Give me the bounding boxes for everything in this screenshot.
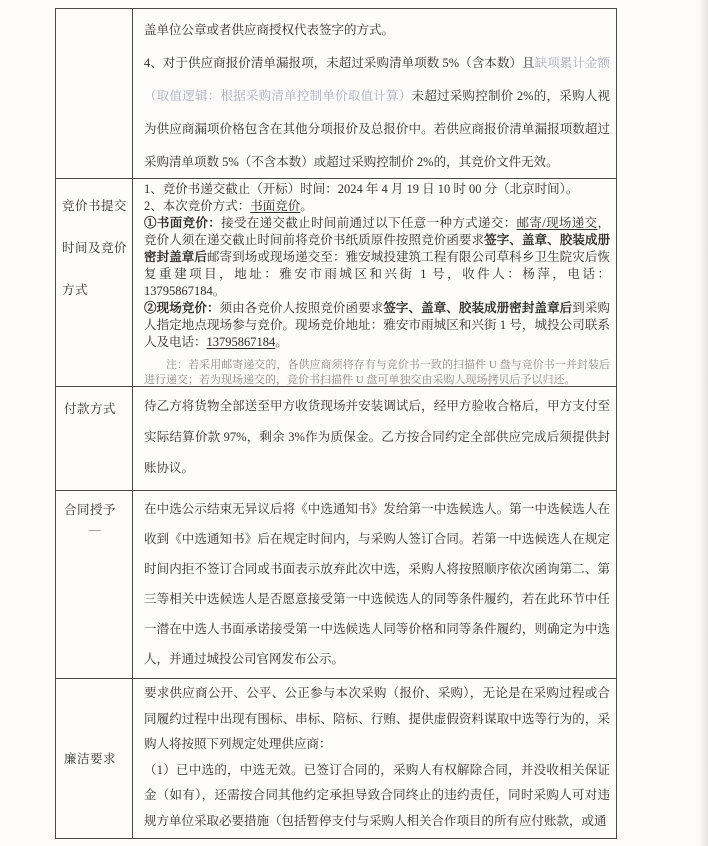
text-segment: 接受在递交截止时间前通过以下任意一种方式递交： [221,216,517,230]
text-segment: 未超过采购控制价 2%的，采购人视为供应商漏项价格包含在其他分项报价及总报价中。若供应商报价清单漏报项数超过采购清单项数 5%（不含本数）或超过采购控制价 2%的，其竞价文件无效。 [144,89,610,169]
paragraph-award-procedure [144,494,610,674]
label-dash-mark: — [88,522,102,536]
row-label: 竞价书提交时间及竞价方式 [62,199,128,297]
row-label: 付款方式 [64,402,117,416]
text-segment: 到采购人指定地点现场参与竞价。现场竞价地址：雅安市雨城区和兴街 1 号，城投公司联系人及电话： [144,301,610,349]
text-segment-bold: 签字、盖章、胶装成册密封盖章后 [144,233,610,264]
table-row-quote-omission-rules [56,9,616,179]
text-segment: 盖单位公章或者供应商授权代表签字的方式。 [144,23,395,37]
content-cell-integrity-requirements [133,679,616,838]
paragraph-onsite-bid [144,300,610,351]
text-segment: 在中选公示结束无异议后将《中选通知书》发给第一中选候选人。第一中选候选人在收到《中选通知书》后在规定时间内，与采购人签订合同。若第一中选候选人在规定时间内拒不签订合同或书面表示放弃此次中选，采购人将按照顺序依次函询第二、第三等相关中选候选人是否愿意接受第一中选候选人的同等条件履约，若在此环节中任一潜在中选人书面承诺接受第一中选候选人同等价格和同等条件履约，则确定为中选人，并通过城投公司官网发布公示。 [144,502,610,666]
table-row-integrity-requirements [56,679,616,838]
text-segment-underlined: 邮寄/现场递交 [516,216,598,230]
text-segment: 。 [275,335,288,349]
text-segment: 4、对于供应商报价清单漏报项，未超过采购清单项数 5%（含本数）且 [144,56,535,70]
text-segment: 须由各竞价人按照竞价函要求 [219,301,384,315]
paragraph-usb-note [144,358,610,386]
procurement-terms-table [55,8,617,839]
content-cell-submission-time-and-method [133,179,616,386]
text-segment: 邮寄到场或现场递交至：雅安城投建筑工程有限公司草科乡卫生院灾后恢复重建项目，地址：雅安市雨城区和兴街 1 号，收件人：杨萍，电话：13795867184。 [144,250,610,298]
text-segment: （1）已中选的，中选无效。已签订合同的，采购人有权解除合同，并没收相关保证金（如有），还需按合同其他约定承担导致合同终止的违约责任，同时采购人可对违规方单位采取必要措施（包括暂停支付与采购人相关合作项目的所有应付账款，或通 [144,762,610,828]
text-segment-underlined: 13795867184 [206,335,276,349]
paragraph-bid-method [144,198,610,215]
content-cell-payment-method [133,387,616,490]
text-segment-bold: ②现场竞价： [144,301,220,315]
text-segment: 1、竞价书递交截止（开标）时间：2024 年 4 月 19 日 10 时 00 分（北京时间）。 [144,182,579,196]
label-cell-empty [56,9,133,178]
text-segment: 。 [300,199,313,213]
label-cell-integrity-requirements [56,679,133,838]
label-cell-payment-method [56,387,133,490]
paragraph-integrity-rule [144,681,610,758]
paragraph-deadline [144,181,610,198]
row-label: 廉洁要求 [64,752,117,766]
row-label: 合同授予 [64,503,117,517]
text-segment-note: 注：若采用邮寄递交的，各供应商须将存有与竞价书一致的扫描件 U 盘与竞价书一并封装后进行递交；若为现场递交的，竞价书扫描件 U 盘可单独交由采购人现场拷贝后予以归还。 [144,359,610,386]
paragraph-signature-method [144,14,610,47]
content-cell-contract-award [133,491,616,678]
table-row-payment-method [56,387,616,491]
paragraph-payment-terms [144,391,610,484]
paragraph-omitted-items-rule [144,47,610,178]
text-segment: ，竞价人须在递交截止时间前将竞价书纸质原件按照竞价函要求 [144,216,610,247]
paragraph-violation-consequence [144,758,610,835]
text-segment: 要求供应商公开、公平、公正参与本次采购（报价、采购），无论是在采购过程或合同履约过程中出现有围标、串标、陪标、行贿、提供虚假资料谋取中选等行为的，采购人将按照下列规定处理供应商： [144,686,610,751]
text-segment: 2、本次竞价方式： [144,199,251,213]
text-segment-underlined: 书面竞价 [250,199,301,213]
text-segment-bold: ①书面竞价： [144,216,222,230]
text-segment-bold: 签字、盖章、胶装成册密封盖章后 [383,301,573,315]
paragraph-written-bid [144,215,610,300]
label-cell-contract-award [56,491,133,678]
table-row-contract-award [56,491,616,679]
label-cell-submission-time-and-method [56,179,133,386]
content-cell-quote-omission-rules [133,9,616,178]
table-row-submission-time-and-method [56,179,616,387]
page-scan-edge-shadow [699,0,708,846]
text-segment-muted: 缺项累计金额（取值逻辑：根据采购清单控制单价取值计算） [144,56,610,103]
text-segment: 待乙方将货物全部送至甲方收货现场并安装调试后，经甲方验收合格后，甲方支付至实际结算价款 97%，剩余 3%作为质保金。乙方按合同约定全部供应完成后须提供封账协议。 [144,399,610,475]
